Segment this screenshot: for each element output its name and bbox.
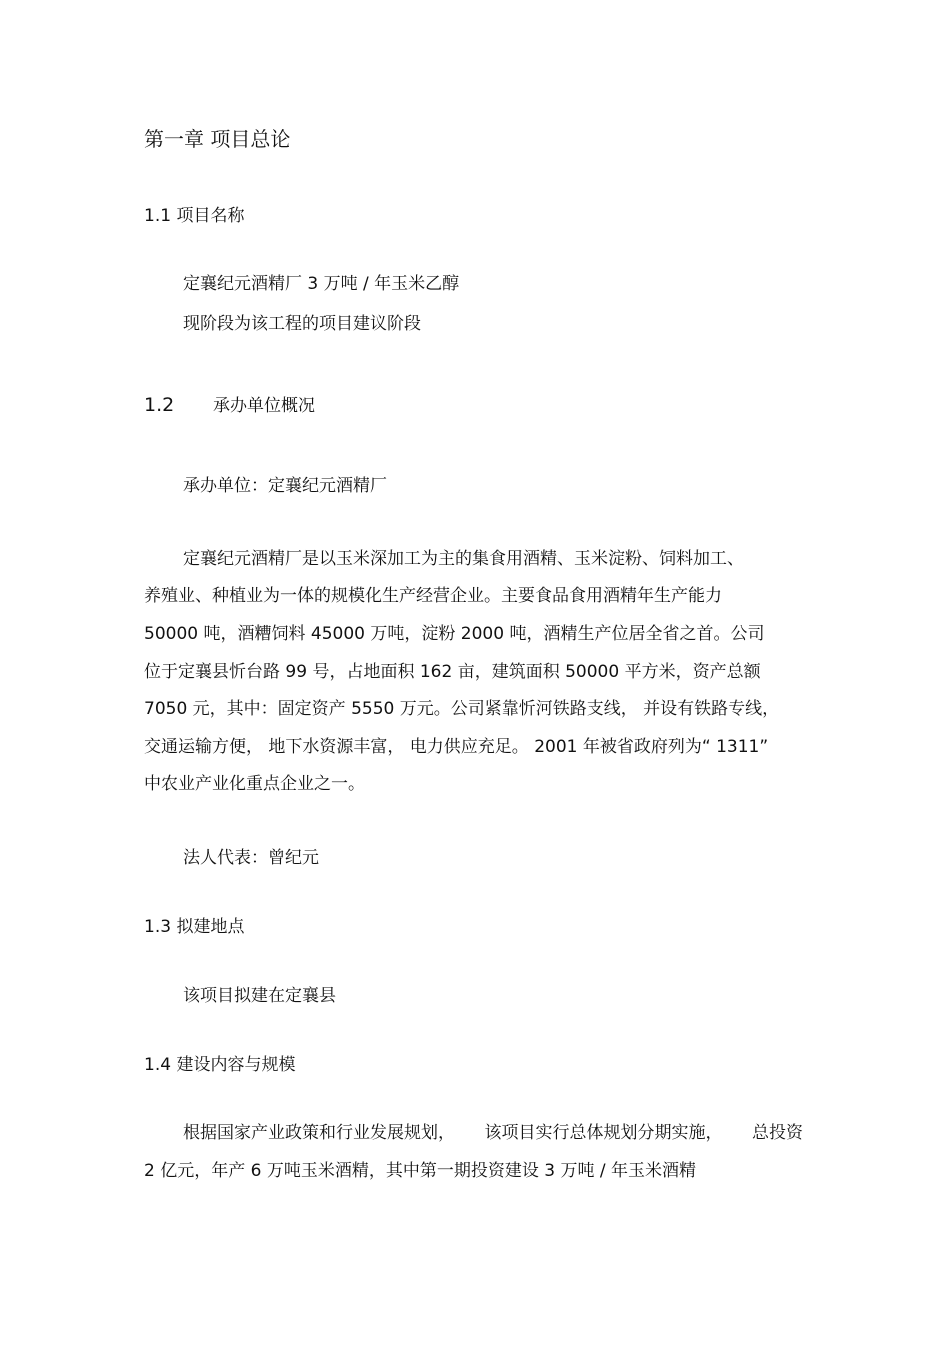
section-1-2-title: 承办单位概况 [213,396,316,416]
chapter-title: 第一章 项目总论 [144,127,291,151]
section-1-4-heading: 1.4 建设内容与规模 [144,1055,296,1075]
scope-line-1-part-1: 根据国家产业政策和行业发展规划， [183,1123,455,1143]
project-name-line: 定襄纪元酒精厂 3 万吨 / 年玉米乙醇 [183,274,460,294]
company-para-line-6: 交通运输方便， 地下水资源丰富， 电力供应充足。 2001 年被省政府列为“ 1311” [144,737,769,757]
company-para-line-3: 50000 吨，酒糟饲料 45000 万吨，淀粉 2000 吨，酒精生产位居全省之首。公司 [144,624,765,644]
company-para-line-2: 养殖业、种植业为一体的规模化生产经营企业。主要食品食用酒精年生产能力 [144,586,722,606]
project-stage-line: 现阶段为该工程的项目建议阶段 [183,314,421,334]
section-1-2-number: 1.2 [144,394,175,416]
scope-para-line-1 [183,1122,803,1144]
company-para-line-7: 中农业产业化重点企业之一。 [144,774,365,794]
section-1-2-heading [144,394,315,417]
scope-line-1-part-2: 该项目实行总体规划分期实施， [484,1123,723,1143]
legal-representative-line: 法人代表：曾纪元 [183,848,319,868]
company-para-line-5: 7050 元，其中：固定资产 5550 万元。公司紧靠忻河铁路支线， 并设有铁路专线， [144,699,780,719]
scope-para-line-2: 2 亿元，年产 6 万吨玉米酒精，其中第一期投资建设 3 万吨 / 年玉米酒精 [144,1161,697,1181]
section-1-1-heading: 1.1 项目名称 [144,206,245,226]
location-line: 该项目拟建在定襄县 [183,986,336,1006]
company-para-line-4: 位于定襄县忻台路 99 号，占地面积 162 亩，建筑面积 50000 平方米，资产总额 [144,662,761,682]
company-para-line-1: 定襄纪元酒精厂是以玉米深加工为主的集食用酒精、玉米淀粉、饲料加工、 [183,549,744,569]
host-unit-line: 承办单位：定襄纪元酒精厂 [183,476,387,496]
section-1-3-heading: 1.3 拟建地点 [144,917,245,937]
scope-line-1-part-3: 总投资 [752,1123,803,1143]
